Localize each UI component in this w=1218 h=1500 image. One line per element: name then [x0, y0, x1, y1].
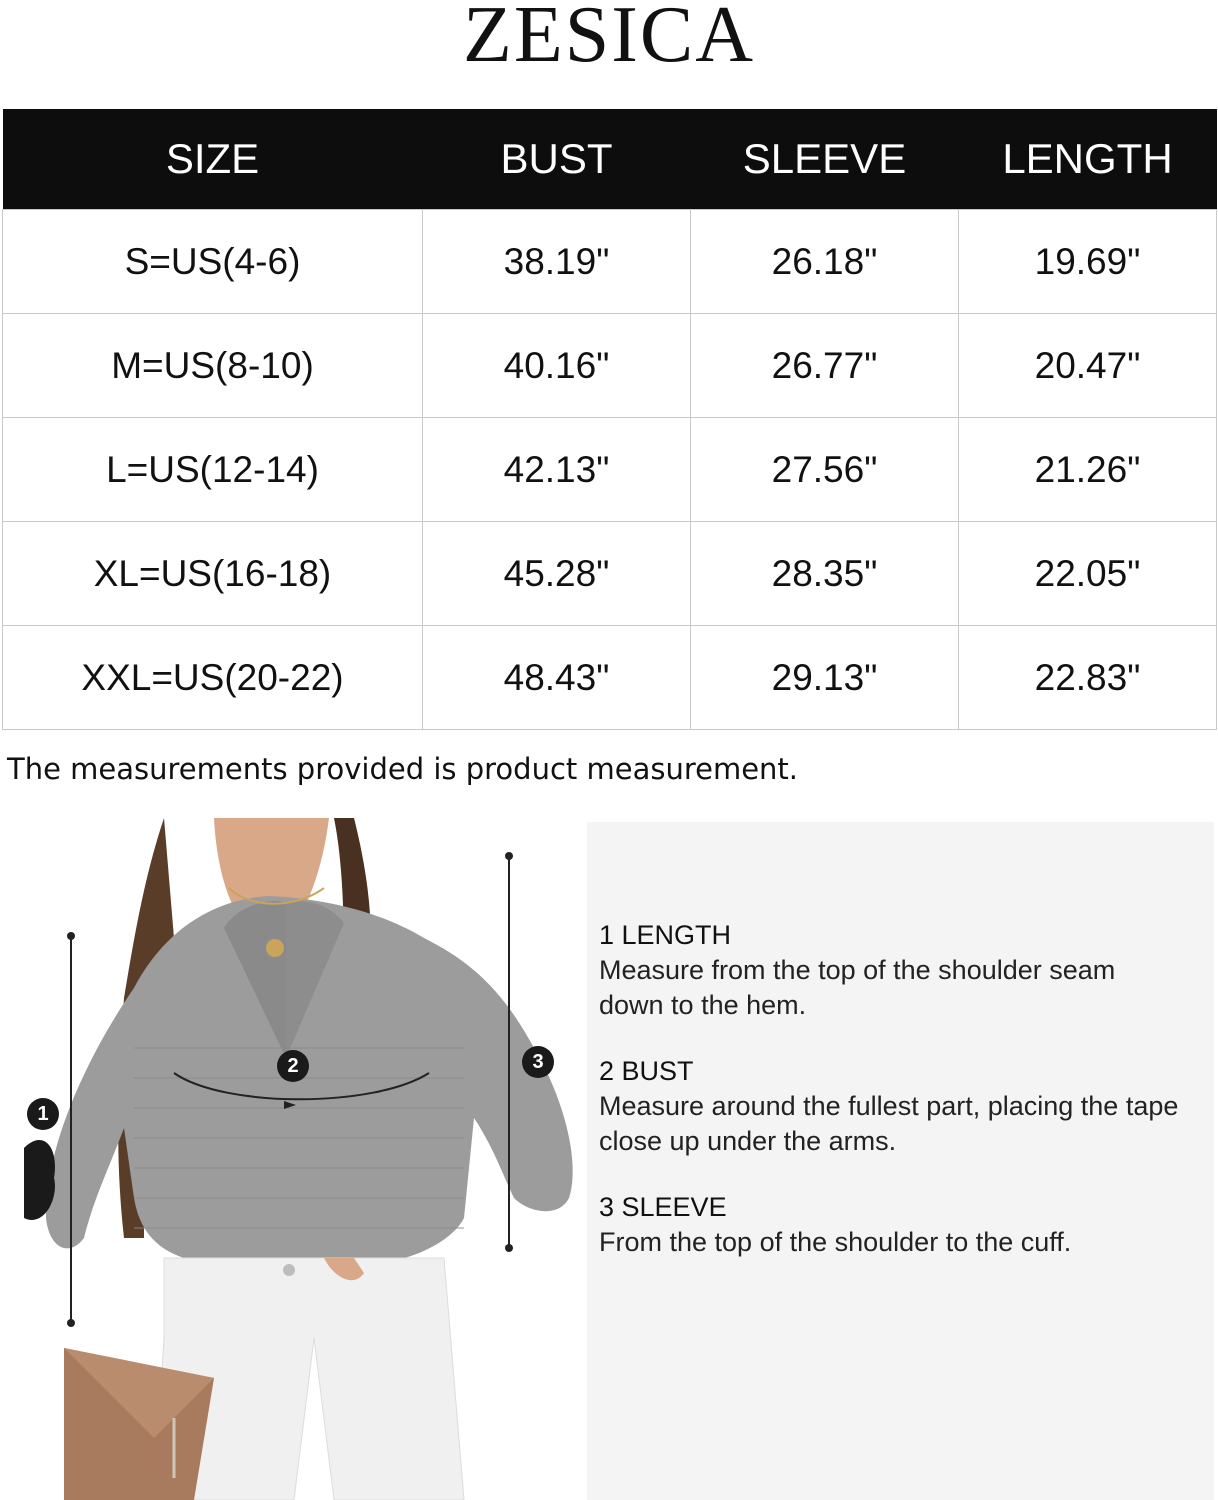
- table-header-row: [3, 109, 1217, 210]
- length-cell: 20.47": [959, 314, 1217, 418]
- guide-item-sleeve: [599, 1190, 1179, 1260]
- length-cell: 22.83": [959, 626, 1217, 730]
- bust-cell: 40.16": [423, 314, 691, 418]
- guide-title: 3 SLEEVE: [599, 1192, 727, 1222]
- guide-title: 2 BUST: [599, 1056, 694, 1086]
- size-cell: XXL=US(20-22): [3, 626, 423, 730]
- guide-description: From the top of the shoulder to the cuff.: [599, 1227, 1072, 1257]
- sleeve-cell: 26.77": [691, 314, 959, 418]
- bust-marker: 2: [277, 1050, 309, 1082]
- model-photo: [24, 818, 584, 1500]
- table-row: [3, 626, 1217, 730]
- table-row: [3, 210, 1217, 314]
- brand-logo: ZESICA: [463, 0, 755, 79]
- length-marker: 1: [27, 1098, 59, 1130]
- header-size: SIZE: [3, 109, 423, 210]
- size-chart-table: [2, 109, 1217, 730]
- size-cell: XL=US(16-18): [3, 522, 423, 626]
- sleeve-cell: 29.13": [691, 626, 959, 730]
- table-row: [3, 418, 1217, 522]
- sleeve-marker: 3: [522, 1046, 554, 1078]
- guide-item-length: [599, 918, 1179, 1023]
- bust-cell: 48.43": [423, 626, 691, 730]
- guide-description: Measure from the top of the shoulder seam down to the hem.: [599, 955, 1116, 1020]
- measurement-note: The measurements provided is product measurement.: [7, 752, 799, 786]
- bust-cell: 38.19": [423, 210, 691, 314]
- table-row: [3, 314, 1217, 418]
- sleeve-cell: 28.35": [691, 522, 959, 626]
- measure-guide-panel: [587, 822, 1214, 1500]
- length-cell: 21.26": [959, 418, 1217, 522]
- table-row: [3, 522, 1217, 626]
- size-cell: L=US(12-14): [3, 418, 423, 522]
- header-bust: BUST: [423, 109, 691, 210]
- header-sleeve: SLEEVE: [691, 109, 959, 210]
- bust-cell: 42.13": [423, 418, 691, 522]
- guide-item-bust: [599, 1054, 1179, 1159]
- length-cell: 19.69": [959, 210, 1217, 314]
- length-cell: 22.05": [959, 522, 1217, 626]
- size-cell: S=US(4-6): [3, 210, 423, 314]
- guide-title: 1 LENGTH: [599, 920, 732, 950]
- sleeve-cell: 27.56": [691, 418, 959, 522]
- guide-description: Measure around the fullest part, placing the tape close up under the arms.: [599, 1091, 1179, 1156]
- bust-cell: 45.28": [423, 522, 691, 626]
- header-length: LENGTH: [959, 109, 1217, 210]
- size-cell: M=US(8-10): [3, 314, 423, 418]
- sleeve-cell: 26.18": [691, 210, 959, 314]
